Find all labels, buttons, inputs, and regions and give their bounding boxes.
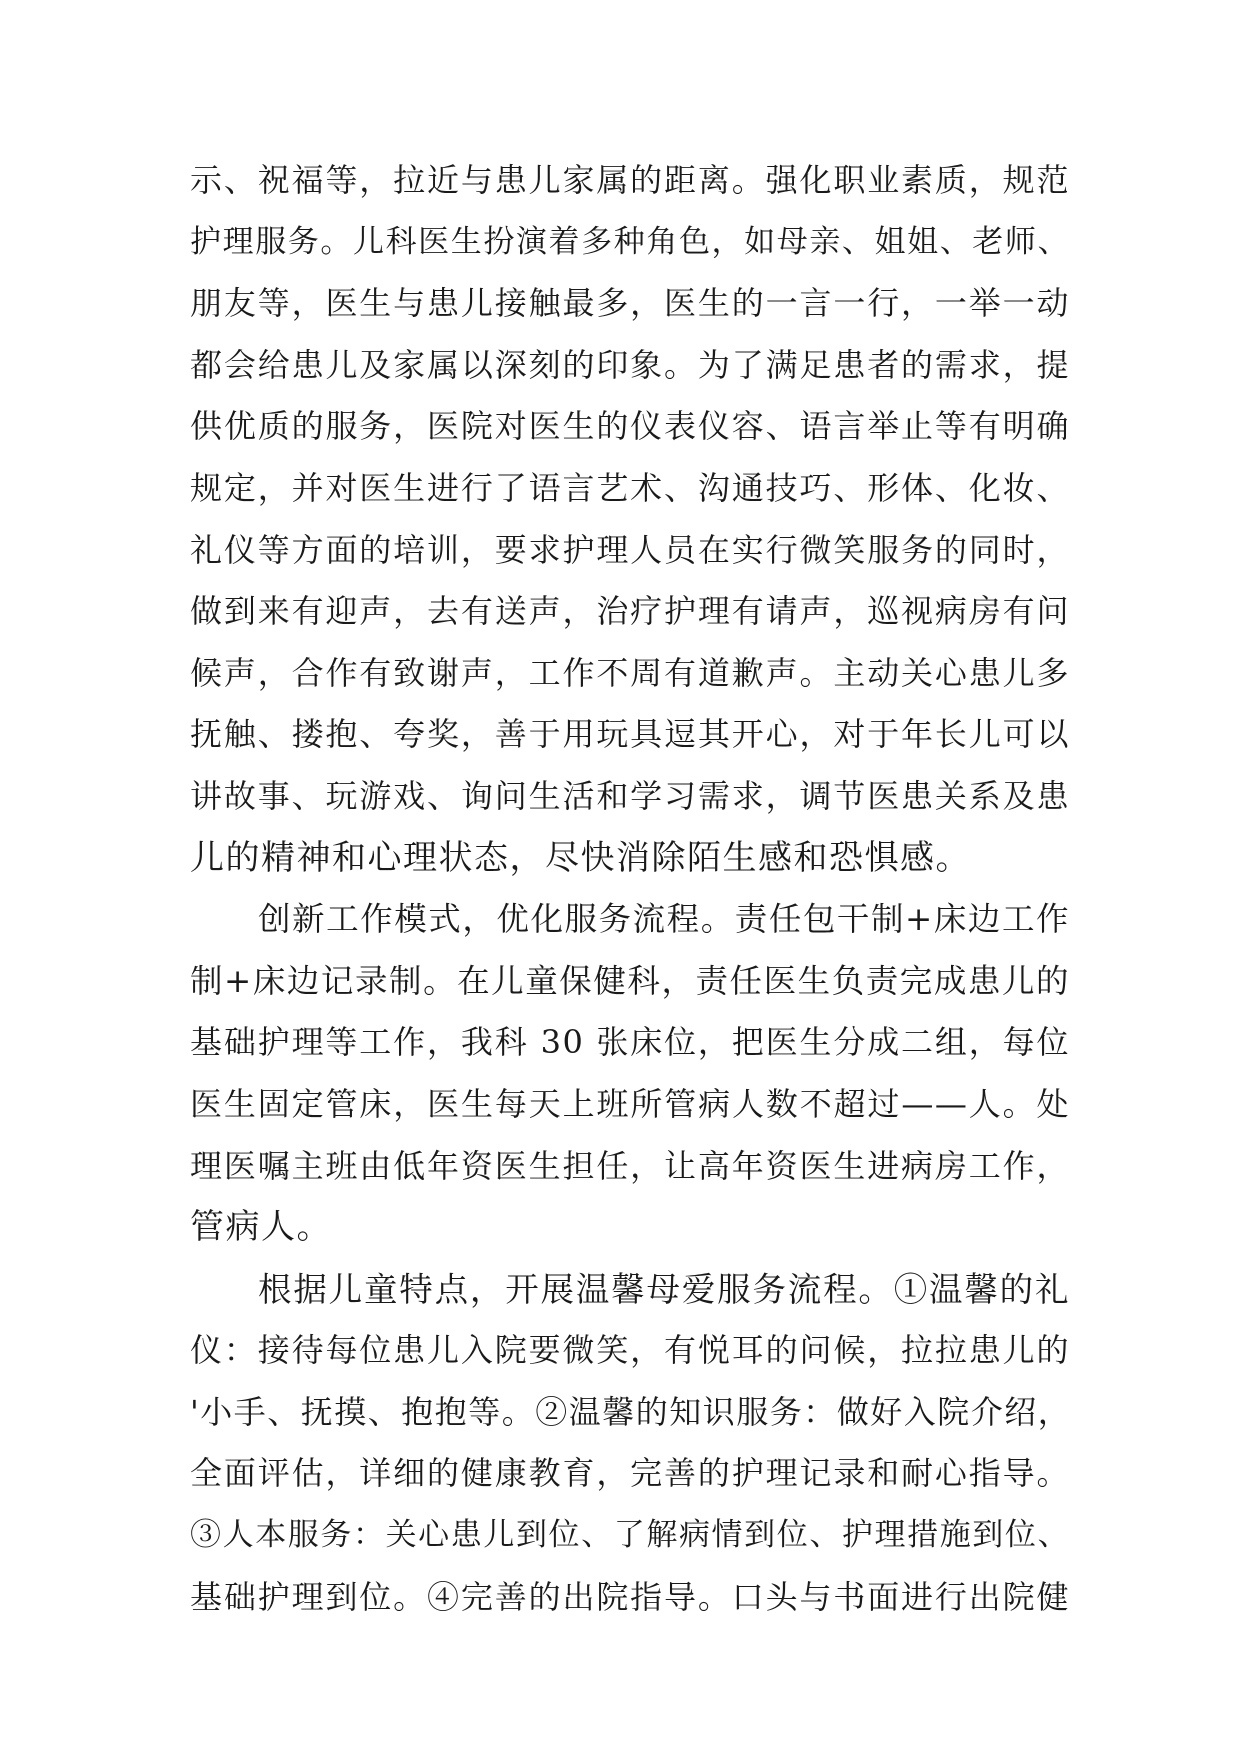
paragraph-1 [190, 150, 1070, 889]
text-line: 理医嘱主班由低年资医生担任，让高年资医生进病房工作， [190, 1146, 1070, 1185]
text-line: 全面评估，详细的健康教育，完善的护理记录和耐心指导。 [190, 1454, 1070, 1493]
paragraph-2 [190, 889, 1070, 1259]
text-line: 医生固定管床，医生每天上班所管病人数不超过——人。处 [190, 1084, 1070, 1123]
paragraph-3 [190, 1259, 1070, 1629]
text-line: 讲故事、玩游戏、询问生活和学习需求，调节医患关系及患 [190, 776, 1070, 815]
text-line: 管病人。 [190, 1207, 332, 1248]
text-line: 做到来有迎声，去有送声，治疗护理有请声，巡视病房有问 [190, 592, 1070, 631]
text-line: 朋友等，医生与患儿接触最多，医生的一言一行，一举一动 [190, 284, 1070, 323]
text-line: 候声，合作有致谢声，工作不周有道歉声。主动关心患儿多 [190, 653, 1070, 692]
body-text [190, 150, 1070, 1628]
text-line: 基础护理等工作，我科 30 张床位，把医生分成二组，每位 [190, 1023, 1070, 1062]
text-line: 礼仪等方面的培训，要求护理人员在实行微笑服务的同时， [190, 530, 1070, 569]
text-line: 仪：接待每位患儿入院要微笑，有悦耳的问候，拉拉患儿的 [190, 1331, 1070, 1370]
text-line: 创新工作模式，优化服务流程。责任包干制+床边工作 [258, 900, 1070, 939]
text-line: 根据儿童特点，开展温馨母爱服务流程。①温馨的礼 [258, 1269, 1070, 1309]
text-line: 护理服务。儿科医生扮演着多种角色，如母亲、姐姐、老师、 [190, 223, 1070, 260]
text-line: 供优质的服务，医院对医生的仪表仪容、语言举止等有明确 [190, 407, 1070, 446]
text-line: 儿的精神和心理状态，尽快消除陌生感和恐惧感。 [190, 837, 971, 878]
text-line: 规定，并对医生进行了语言艺术、沟通技巧、形体、化妆、 [190, 468, 1070, 507]
text-line: 抚触、搂抱、夸奖，善于用玩具逗其开心，对于年长儿可以 [190, 715, 1070, 754]
text-line: 示、祝福等，拉近与患儿家属的距离。强化职业素质，规范 [190, 161, 1070, 199]
text-line: '小手、抚摸、抱抱等。②温馨的知识服务：做好入院介绍， [190, 1392, 1072, 1431]
text-line: 基础护理到位。④完善的出院指导。口头与书面进行出院健 [190, 1577, 1070, 1616]
text-line: 都会给患儿及家属以深刻的印象。为了满足患者的需求，提 [190, 345, 1070, 384]
text-line: ③人本服务：关心患儿到位、了解病情到位、护理措施到位、 [190, 1517, 1070, 1554]
text-line: 制+床边记录制。在儿童保健科，责任医生负责完成患儿的 [190, 961, 1070, 1000]
